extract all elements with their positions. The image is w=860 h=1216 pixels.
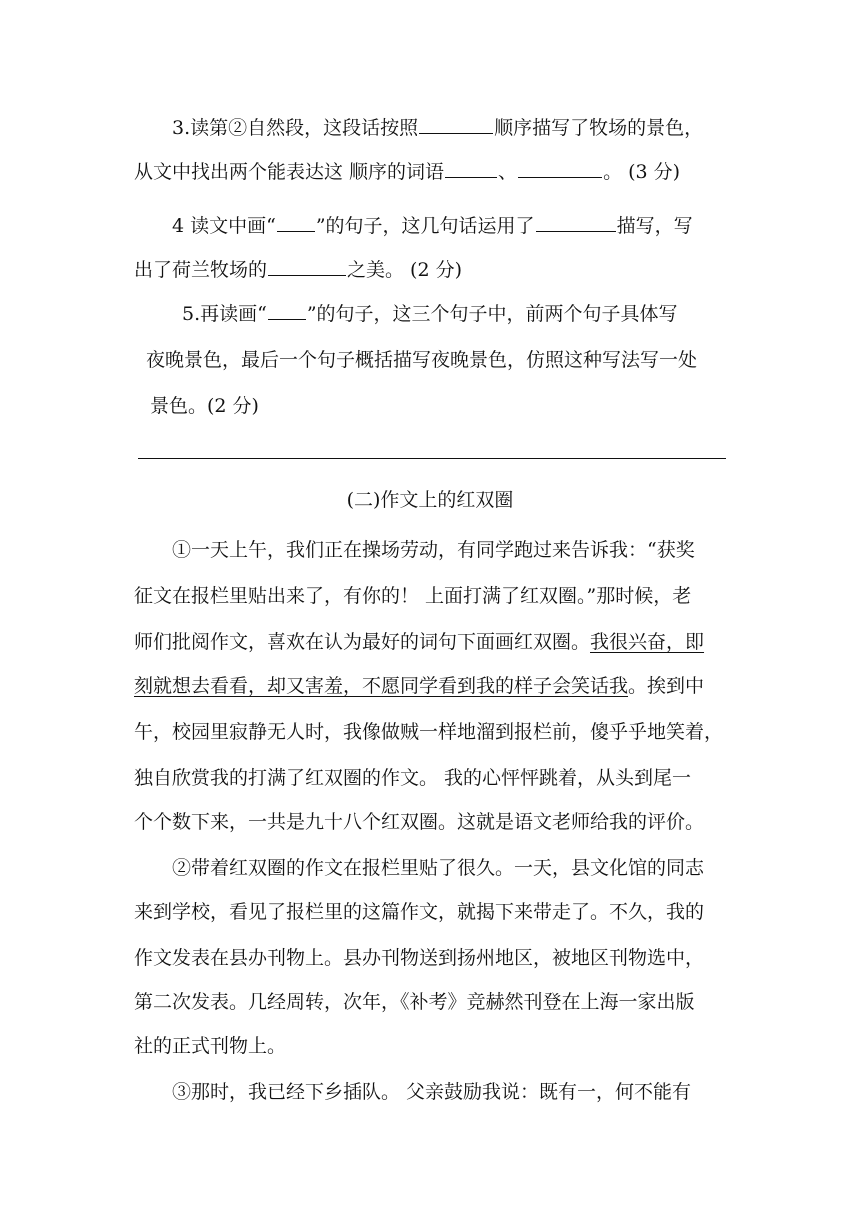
paragraph-2-line: 第二次发表。几经周转，次年，《补考》竞赫然刊登在上海一家出版 [134,991,695,1013]
underlined-sentence: 我很兴奋，即 [590,631,705,653]
answer-line[interactable] [138,458,726,459]
paragraph-1-line: 午，校园里寂静无人时，我像做贼一样地溜到报栏前，傻乎乎地笑着， [134,721,724,743]
answer-blank[interactable] [268,257,346,276]
question-4-line-2: 出了荷兰牧场的 之美。 (2 分) [134,259,463,281]
answer-blank[interactable] [445,159,497,178]
paragraph-1-line: ①一天上午，我们正在操场劳动，有同学跑过来告诉我：“获奖 [172,539,695,561]
answer-blank[interactable] [518,159,602,178]
underlined-sentence: 刻就想去看看，却又害羞，不愿同学看到我的样子会笑话我 [134,675,629,697]
question-4-line-1: 4 读文中画“ ”的句子，这几句话运用了 描写，写 [172,215,693,237]
question-5-line-2: 夜晚景色，最后一个句子概括描写夜晚景色，仿照这种写法写一处 [146,349,698,371]
question-3-line-1: 3.读第②自然段，这段话按照 顺序描写了牧场的景色， [172,117,704,139]
paragraph-1-line: 个个数下来，一共是九十八个红双圈。这就是语文老师给我的评价。 [134,811,705,833]
paragraph-1-line: 刻就想去看看，却又害羞，不愿同学看到我的样子会笑话我。挨到中 [134,675,705,697]
question-5-line-1: 5.再读画“ ”的句子，这三个句子中，前两个句子具体写 [182,303,678,325]
answer-blank[interactable] [536,213,616,232]
answer-blank[interactable] [419,115,493,134]
paragraph-2-line: 来到学校，看见了报栏里的这篇作文，就揭下来带走了。不久，我的 [134,901,705,923]
underline-mark [268,301,306,320]
paragraph-2-line: ②带着红双圈的作文在报栏里贴了很久。一天，县文化馆的同志 [172,857,705,879]
question-5-line-3: 景色。(2 分) [150,395,259,417]
paragraph-1-line: 征文在报栏里贴出来了，有你的！ 上面打满了红双圈。”那时候，老 [134,585,692,607]
underline-mark [277,213,315,232]
paragraph-1-line: 师们批阅作文，喜欢在认为最好的词句下面画红双圈。我很兴奋，即 [134,631,705,653]
paragraph-2-line: 社的正式刊物上。 [134,1035,287,1057]
paragraph-3-line: ③那时，我已经下乡插队。 父亲鼓励我说：既有一，何不能有 [172,1081,692,1103]
paragraph-1-line: 独自欣赏我的打满了红双圈的作文。 我的心怦怦跳着，从头到尾一 [134,767,692,789]
paragraph-2-line: 作文发表在县办刊物上。县办刊物送到扬州地区，被地区刊物选中， [134,947,705,969]
question-3-line-2: 从文中找出两个能表达这 顺序的词语 、 。 (3 分) [134,161,681,183]
passage-title: (二)作文上的红双圈 [346,489,514,511]
